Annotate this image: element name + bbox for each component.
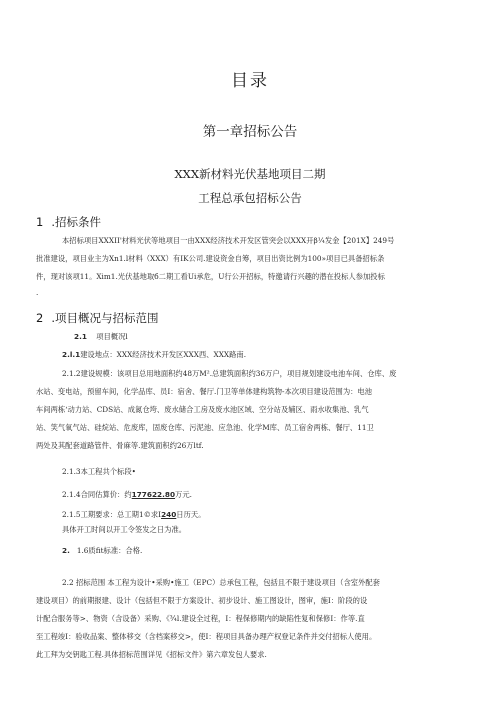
item-2-1-number: 2.1 — [74, 332, 87, 341]
section-1-line-3: 件，现对该项11。Xim1.光伏基地取б二期工看Ui承危，U行公开招标，特邀请行兴趣的潜在投标人参加投标 — [36, 272, 385, 281]
section-2-number: 2 — [36, 311, 44, 325]
item-2-1-2-line-3: 车间两栋‘动力站、CDS站、成氮仓垮、废水储合工房及废水池区域、空分站及辅区、雨水收集池、乳气 — [36, 405, 369, 414]
toc-title: 目录 — [231, 71, 269, 91]
item-2-1-4 — [62, 490, 192, 500]
item-2-2-line-1: 2.2 招标范围 本工程为设计•采购•施工（EPC）总承包工程，包括且不限于建设项目（含室外配套 — [62, 578, 380, 587]
section-1-line-1: 本招标项目XXXII'材料光伏等地项目一由XXX经济技术开发区管突会以XXX开β¼发金【201X】249号 — [62, 236, 395, 245]
duration-value: 240 — [161, 510, 177, 519]
item-2-1-6 — [62, 546, 142, 556]
section-1-title: .招标条件 — [51, 215, 101, 229]
item-2-1-2-line-2: 水站、变电站，预留车间，化学品库、员I：宿舍、餐厅.门卫等单体建构筑物-本次项目建设范围为：电池 — [36, 387, 373, 396]
section-2-title: .项目概况与招标范围 — [51, 311, 159, 325]
item-2-1-1-number: 2.l.1 — [62, 350, 81, 359]
item-2-2-line-3: 计配合服务等>、物资（含设备）采购、《¾l.建设全过程，I：程保修期内的缺陷性复和保修I：作等.直 — [36, 614, 365, 623]
item-2-2-line-2: 建设项目）的前期报建、设计（包括但不限于方案设计、初步设计、施工图设计，图审，施I：阶段的设 — [36, 596, 368, 605]
item-2-1-1 — [62, 350, 246, 360]
contract-price-value: 177622.80 — [131, 490, 176, 499]
section-1-heading — [36, 214, 101, 230]
item-2-1-6-number: 2. — [62, 546, 70, 555]
item-2-1-text: 项目概况l — [96, 332, 128, 341]
contract-price-label: 2.1.4合同估算价：约 — [62, 490, 132, 499]
item-2-1-6-text: 1.6质fit标准：合格. — [76, 546, 143, 555]
item-2-1-3: 2.1.3本工程共个标段• — [62, 467, 136, 476]
contract-price-unit: 万元. — [175, 490, 192, 499]
project-title-line-2: 工程总承包招标公告 — [198, 191, 302, 205]
section-1-number: 1 — [36, 215, 44, 229]
item-2-1-2-line-5: 两处及其配套道路管件、骨麻等.建筑面积约26万ltf. — [36, 441, 204, 450]
section-1-line-2: 批准建设，项目业主为Xn1.l材料（XXX）有IK公司.建设资金自筹，项目出资比例为100»项目已具备招标条 — [36, 254, 385, 263]
chapter-title: 第一章招标公告 — [202, 124, 298, 140]
project-title-line-1: XXX新材料光伏基地项目二期 — [174, 167, 326, 181]
item-2-1-2-line-1: 2.1.2建设规模：该项目总用地面积约48万M².总建筑面积约36万户，项目规划建设电池车间、仓库、废 — [62, 369, 397, 378]
item-2-1-1-text: 建设地点：XXX经济技术开发区XXX西、XXX路南. — [80, 350, 247, 359]
item-2-1 — [74, 332, 128, 342]
item-2-1-5 — [62, 510, 205, 520]
section-2-heading — [36, 310, 158, 326]
item-2-1-2-line-4: 站、笑气氧气站、硅烷站、危废库，固废仓库、污泥池、应急池、化学M库、员工宿舍两栋、餐厅、11卫 — [36, 423, 374, 432]
section-1-line-4: . — [36, 288, 39, 297]
item-2-1-5-line-2: 具体开工时间以开工令签发之日为准。 — [62, 525, 187, 534]
item-2-2-line-5: 此工拜为交钥匙工程.具体招标范围详见《招标文件》第六章发包人要求. — [36, 650, 267, 659]
item-2-2-line-4: 至工程竣I：验收品案、整体移交（含档案移交>，使I：程项目具备办理产权登记条件并交付招标人使用。 — [36, 632, 377, 641]
duration-unit: 日历天。 — [176, 510, 206, 519]
duration-label: 2.1.5工期要求：总工期1©求I — [62, 510, 162, 519]
